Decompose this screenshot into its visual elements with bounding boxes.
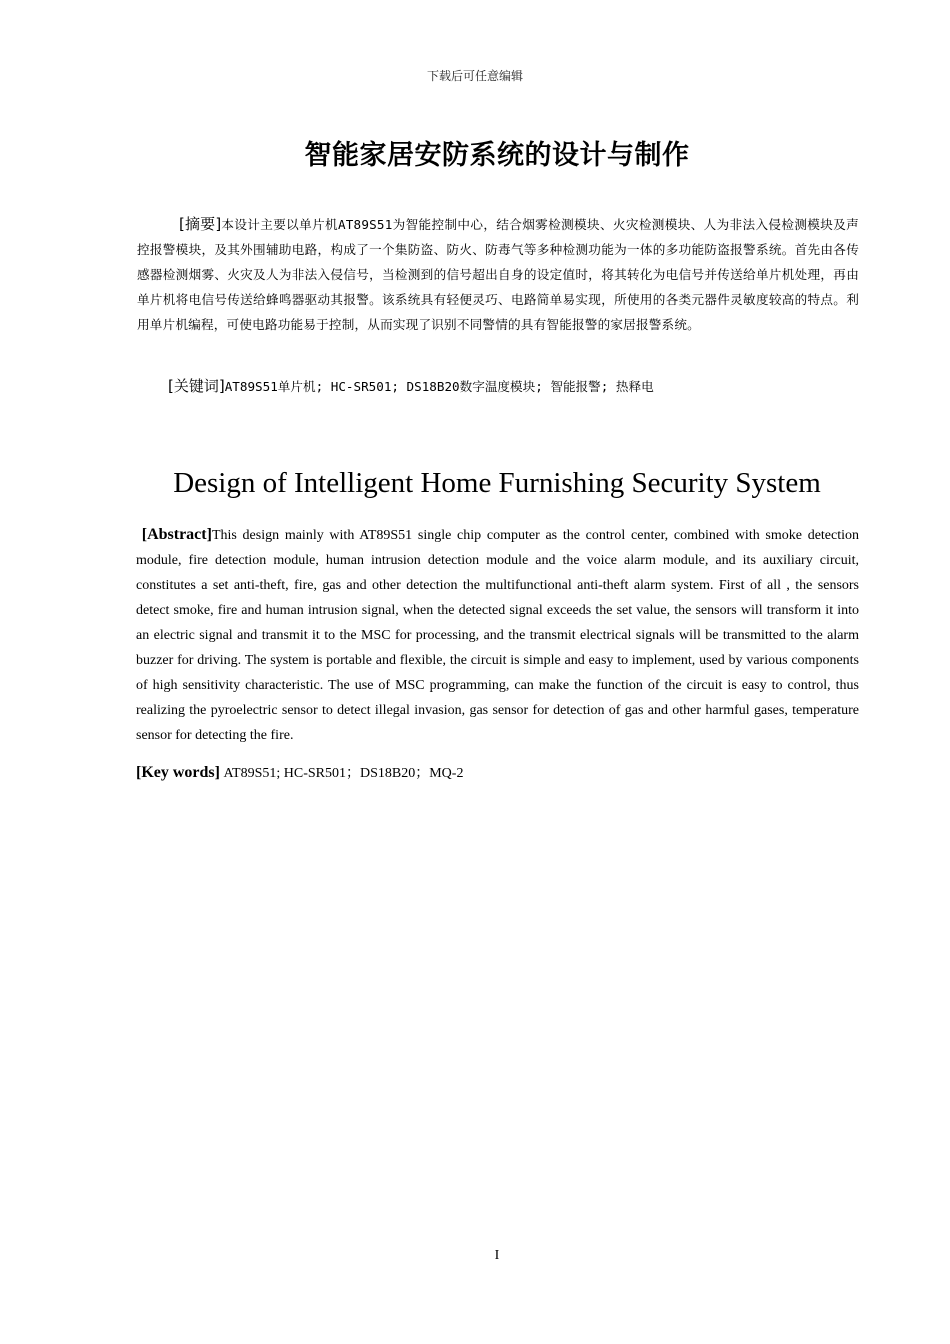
english-keywords	[136, 760, 859, 786]
english-abstract-label: [Abstract]	[141, 526, 212, 543]
page-number: I	[494, 1248, 500, 1263]
chinese-abstract-text: 本设计主要以单片机AT89S51为智能控制中心，结合烟雾检测模块、火灾检测模块、人为非法入侵检测模块及声控报警模块，及其外围辅助电路，构成了一个集防盗、防火、防毒气等多种检测功能为一体的多功能防盗报警系统。首先由各传感器检测烟雾、火灾及人为非法入侵信号，当检测到的信号超出自身的设定值时，将其转化为电信号并传送给单片机处理，再由单片机将电信号传送给蜂鸣器驱动其报警。该系统具有轻便灵巧、电路简单易实现，所使用的各类元器件灵敏度较高的特点。利用单片机编程，可使电路功能易于控制，从而实现了识别不同警情的具有智能报警的家居报警系统。	[137, 217, 859, 332]
chinese-abstract-label: [摘要]	[179, 215, 222, 233]
english-abstract-text: This design mainly with AT89S51 single chip computer as the control center, combined with smoke detection module, fire detection module, human intrusion detection module and the voice alarm module, and its auxiliary circuit, constitutes a set anti-theft, fire, gas and other detection the multifunctional anti-theft alarm system. First of all , the sensors detect smoke, fire and human intrusion signal, when the detected signal exceeds the set value, the sensors will transform it into an electric signal and transmit it to the MSC for processing, and the transmit electrical signals will be transmitted to the alarm buzzer for driving. The system is portable and flexible, the circuit is simple and easy to implement, used by various components of high sensitivity characteristic. The use of MSC programming, can make the function of the circuit is easy to control, thus realizing the pyroelectric sensor to detect illegal invasion, gas sensor for detection of gas and other harmful gases, temperature sensor for detecting the fire.	[136, 528, 860, 743]
chinese-keywords-label: [关键词]	[168, 377, 225, 395]
chinese-keywords	[168, 374, 858, 399]
page-header-note: 下载后可任意编辑	[426, 69, 523, 83]
chinese-keywords-text: AT89S51单片机; HC-SR501; DS18B20数字温度模块; 智能报警; 热释电	[224, 379, 654, 394]
english-abstract	[136, 522, 859, 748]
chinese-title: 智能家居安防系统的设计与制作	[304, 140, 690, 171]
english-keywords-label: [Key words]	[136, 764, 220, 781]
english-keywords-text: AT89S51; HC-SR501；DS18B20；MQ-2	[223, 766, 464, 781]
chinese-abstract	[137, 212, 859, 337]
english-title: Design of Intelligent Home Furnishing Security System	[173, 467, 821, 499]
